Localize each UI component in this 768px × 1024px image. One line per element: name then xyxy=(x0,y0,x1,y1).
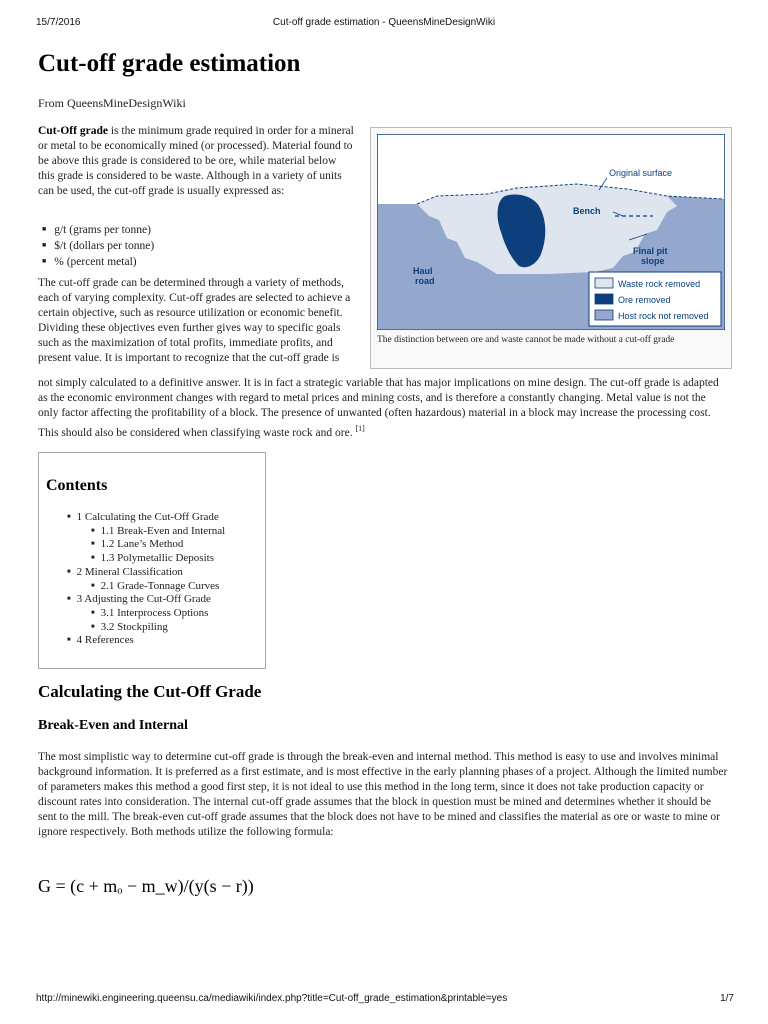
page-url: http://minewiki.engineering.queensu.ca/mediawiki/index.php?title=Cut-off_grade_estimation&printable=yes xyxy=(36,993,508,1004)
intro-bold-term: Cut-Off grade xyxy=(38,125,108,137)
section-heading: Calculating the Cut-Off Grade xyxy=(38,682,262,701)
toc-subitem[interactable]: ■ 3.1 Interprocess Options xyxy=(91,607,225,621)
print-title: Cut-off grade estimation - QueensMineDesignWiki xyxy=(272,17,496,28)
legend-swatch-host xyxy=(595,310,613,320)
legend-swatch-ore xyxy=(595,294,613,304)
strategic-text: not simply calculated to a definitive answer. It is in fact a strategic variable that has major implications on mine design. The cut-off grade is adapted as the economic environment changes with regard to metal prices and mining costs, and is therefore a constantly changing. Metal value is not the only factor affecting the profitability of a block. The presence of unwanted (often hazardous) material in a block may increase the processing cost. This should also be considered when classifying waste rock and ore. xyxy=(38,377,719,439)
page-title: Cut-off grade estimation xyxy=(38,50,301,77)
toc-item[interactable]: ■ 2 Mineral Classification ■ 2.1 Grade-Tonnage Curves xyxy=(67,566,225,593)
label-slope: slope xyxy=(641,256,665,266)
toc-subitem[interactable]: ■ 2.1 Grade-Tonnage Curves xyxy=(91,580,225,594)
toc-subitem[interactable]: ■ 3.2 Stockpiling xyxy=(91,621,225,635)
reference-link[interactable]: [1] xyxy=(355,424,365,433)
list-item: ■ % (percent metal) xyxy=(56,254,154,270)
list-item: ■ g/t (grams per tonne) xyxy=(56,222,154,238)
strategic-paragraph xyxy=(38,376,728,441)
toc-item[interactable]: ■ 4 References xyxy=(67,634,225,648)
toc-subitem[interactable]: ■ 1.2 Lane’s Method xyxy=(91,538,225,552)
intro-paragraph xyxy=(38,124,354,199)
list-item: ■ $/t (dollars per tonne) xyxy=(56,238,154,254)
legend-label-waste: Waste rock removed xyxy=(618,279,701,289)
label-haul: Haul xyxy=(413,266,433,276)
label-road: road xyxy=(415,276,435,286)
figure-caption: The distinction between ore and waste cannot be made without a cut-off grade xyxy=(377,335,675,345)
label-final-pit: Final pit xyxy=(633,246,668,256)
toc-subitem[interactable]: ■ 1.1 Break-Even and Internal xyxy=(91,525,225,539)
toc-subitem[interactable]: ■ 1.3 Polymetallic Deposits xyxy=(91,552,225,566)
toc-list xyxy=(67,511,225,648)
legend-label-host: Host rock not removed xyxy=(618,311,709,321)
print-date: 15/7/2016 xyxy=(36,17,81,28)
subsection-heading: Break-Even and Internal xyxy=(38,718,188,733)
label-original-surface: Original surface xyxy=(609,168,673,178)
intro-text: is the minimum grade required in order for a mineral or metal to be economically mined (or processed). Material found to be above this grade is considered to be ore, while material below this grade is considered to be waste. Although in a variety of units can be used, the cut-off grade is usually expressed as: xyxy=(38,125,354,197)
break-even-paragraph: The most simplistic way to determine cut-off grade is through the break-even and internal method. This method is easy to use and involves minimal background information. It is preferred as a first estimate, and is most effective in the early planning phases of a project. Although the limited number of parameters makes this method a good first step, it is not ideal to use this method in the long term, since it does not take production capacity or discount rates into consideration. The internal cut-off grade assumes that the block in question must be mined and determines whether it should be sent to the mill. The break-even cut-off grade assumes that the block does not have to be mined and classifies the material as ore or waste to mine or ignore respectively. Both methods utilize the following formula: xyxy=(38,751,728,838)
formula-text: G = (c + mₒ − m_w)/(y(s − r)) xyxy=(38,876,254,896)
table-of-contents xyxy=(38,452,266,669)
toc-title: Contents xyxy=(46,477,108,494)
legend-label-ore: Ore removed xyxy=(618,295,671,305)
toc-item[interactable]: ■ 3 Adjusting the Cut-Off Grade ■ 3.1 Interprocess Options ■ 3.2 Stockpiling xyxy=(67,593,225,634)
label-bench: Bench xyxy=(573,206,601,216)
units-list xyxy=(38,222,154,270)
page-number: 1/7 xyxy=(720,993,734,1004)
methods-paragraph: The cut-off grade can be determined through a variety of methods, each of varying complexity. Cut-off grades are selected to achieve a certain objective, such as resource utilization or economic benefit. Dividing these objectives even further gives way to specific goals such as the maximization of total profits, immediate profits, and present value. It is important to recognize that the cut-off grade is xyxy=(38,277,351,364)
legend-swatch-waste xyxy=(595,278,613,288)
toc-item[interactable]: ■ 1 Calculating the Cut-Off Grade ■ 1.1 Break-Even and Internal ■ 1.2 Lane’s Method ■ 1.3 Polymetallic Deposits xyxy=(67,511,225,566)
pit-diagram[interactable] xyxy=(377,134,725,330)
formula xyxy=(38,876,254,897)
site-subtitle: From QueensMineDesignWiki xyxy=(38,96,186,110)
figure-box xyxy=(370,127,732,369)
